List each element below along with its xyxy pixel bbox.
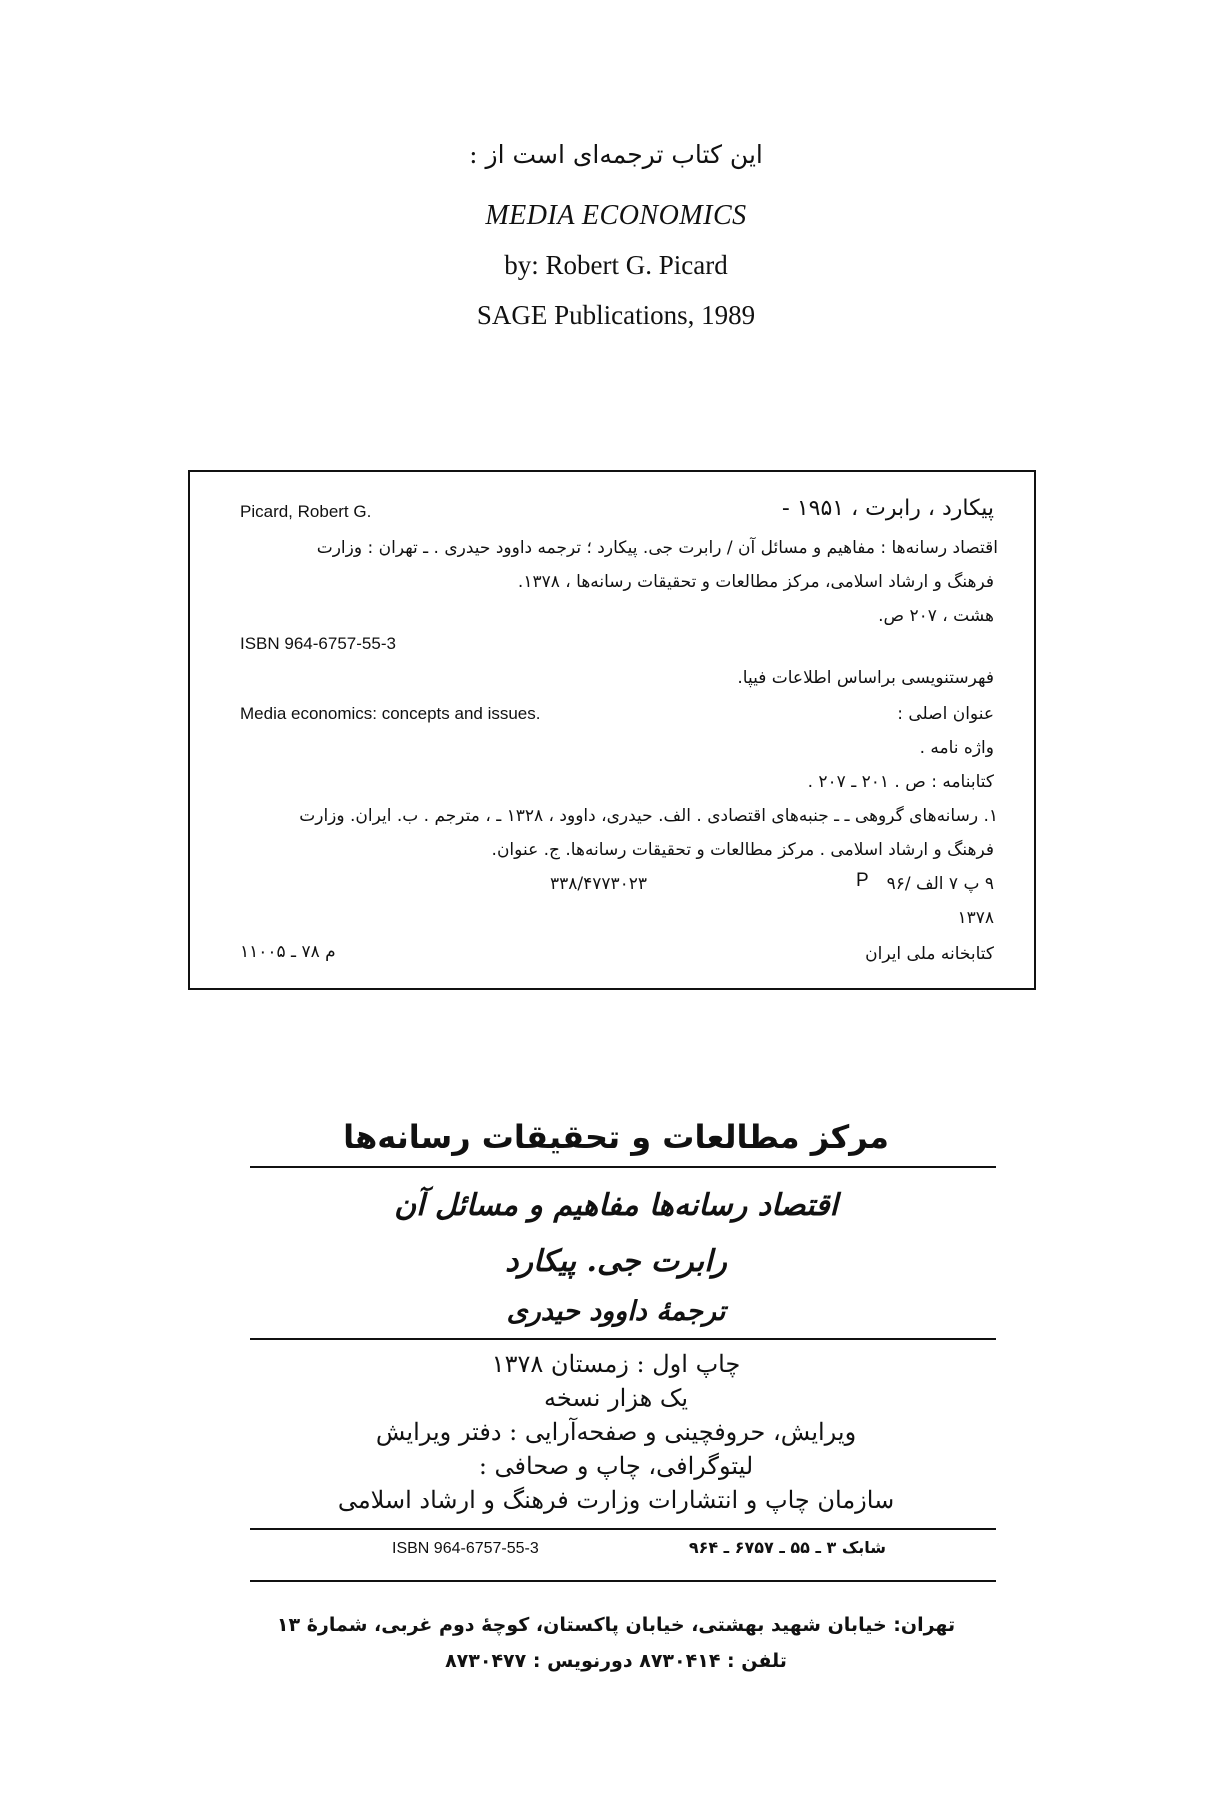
original-title: MEDIA ECONOMICS	[485, 200, 747, 231]
card-isbn: ISBN 964-6757-55-3	[240, 634, 396, 653]
card-call-number-fa: ۹ پ ۷ الف /۹۶	[886, 874, 994, 894]
isbn-fa: شابک ۳ ـ ۵۵ ـ ۶۷۵۷ ـ ۹۶۴	[688, 1538, 886, 1557]
book-title-fa: اقتصاد رسانه‌ها مفاهیم و مسائل آن	[394, 1188, 838, 1223]
printing-label: لیتوگرافی، چاپ و صحافی :	[478, 1452, 754, 1480]
card-library: کتابخانه ملی ایران	[865, 944, 994, 964]
card-year: ۱۳۷۸	[957, 908, 994, 928]
card-bibliography: کتابنامه : ص . ۲۰۱ ـ ۲۰۷ .	[807, 772, 994, 792]
divider-isbn-bottom	[250, 1580, 996, 1582]
card-subject-line2: فرهنگ و ارشاد اسلامی . مرکز مطالعات و تحقیقات رسانه‌ها. ج. عنوان.	[491, 840, 994, 860]
publisher-phone: تلفن : ۸۷۳۰۴۱۴ دورنویس : ۸۷۳۰۴۷۷	[445, 1650, 787, 1672]
card-original-title-label: عنوان اصلی :	[897, 704, 994, 724]
card-call-number-letter: P	[856, 870, 869, 891]
divider-isbn-top	[250, 1528, 996, 1530]
isbn-en: ISBN 964-6757-55-3	[392, 1540, 539, 1557]
publisher-address: تهران: خیابان شهید بهشتی، خیابان پاکستان، کوچهٔ دوم غربی، شمارهٔ ۱۳	[276, 1614, 956, 1636]
card-control-number: م ۷۸ ـ ۱۱۰۰۵	[240, 942, 336, 962]
translation-source-intro: این کتاب ترجمه‌ای است از :	[469, 140, 763, 169]
card-glossary: واژه نامه .	[919, 738, 994, 758]
edition-info: چاپ اول : زمستان ۱۳۷۸	[491, 1350, 741, 1378]
book-author-fa: رابرت جی. پیکارد	[505, 1244, 727, 1279]
divider-middle	[250, 1338, 996, 1340]
card-title-line2: فرهنگ و ارشاد اسلامی، مرکز مطالعات و تحقیقات رسانه‌ها ، ۱۳۷۸.	[517, 572, 994, 592]
isbn-row	[250, 1536, 996, 1566]
card-subject-line1: ۱. رسانه‌های گروهی ـ ـ جنبه‌های اقتصادی . الف. حیدری، داوود ، ۱۳۲۸ ـ ، مترجم . ب. ایران. وزارت	[299, 806, 998, 826]
card-original-title-en: Media economics: concepts and issues.	[240, 704, 541, 723]
publisher-center-name: مرکز مطالعات و تحقیقات رسانه‌ها	[343, 1118, 889, 1156]
catalog-card	[188, 470, 1036, 990]
original-publisher: SAGE Publications, 1989	[476, 300, 756, 330]
card-title-line1: اقتصاد رسانه‌ها : مفاهیم و مسائل آن / رابرت جی. پیکارد ؛ ترجمه داوود حیدری . ـ تهران : وزارت	[316, 538, 998, 558]
book-translator: ترجمهٔ داوود حیدری	[506, 1296, 726, 1327]
editing-credit: ویرایش، حروفچینی و صفحه‌آرایی : دفتر ویرایش	[375, 1418, 857, 1446]
original-author: by: Robert G. Picard	[504, 250, 728, 280]
printer-name: سازمان چاپ و انتشارات وزارت فرهنگ و ارشاد اسلامی	[337, 1486, 895, 1514]
card-fipa-note: فهرستنویسی براساس اطلاعات فیپا.	[737, 668, 994, 688]
copies-info: یک هزار نسخه	[543, 1384, 689, 1412]
card-author-en: Picard, Robert G.	[240, 502, 372, 521]
divider-top	[250, 1166, 996, 1168]
card-pages: هشت ، ۲۰۷ ص.	[878, 606, 994, 626]
card-dewey: ۳۳۸/۴۷۷۳۰۲۳	[550, 874, 648, 894]
card-author-fa: پیکارد ، رابرت ، ۱۹۵۱ -	[781, 496, 994, 521]
